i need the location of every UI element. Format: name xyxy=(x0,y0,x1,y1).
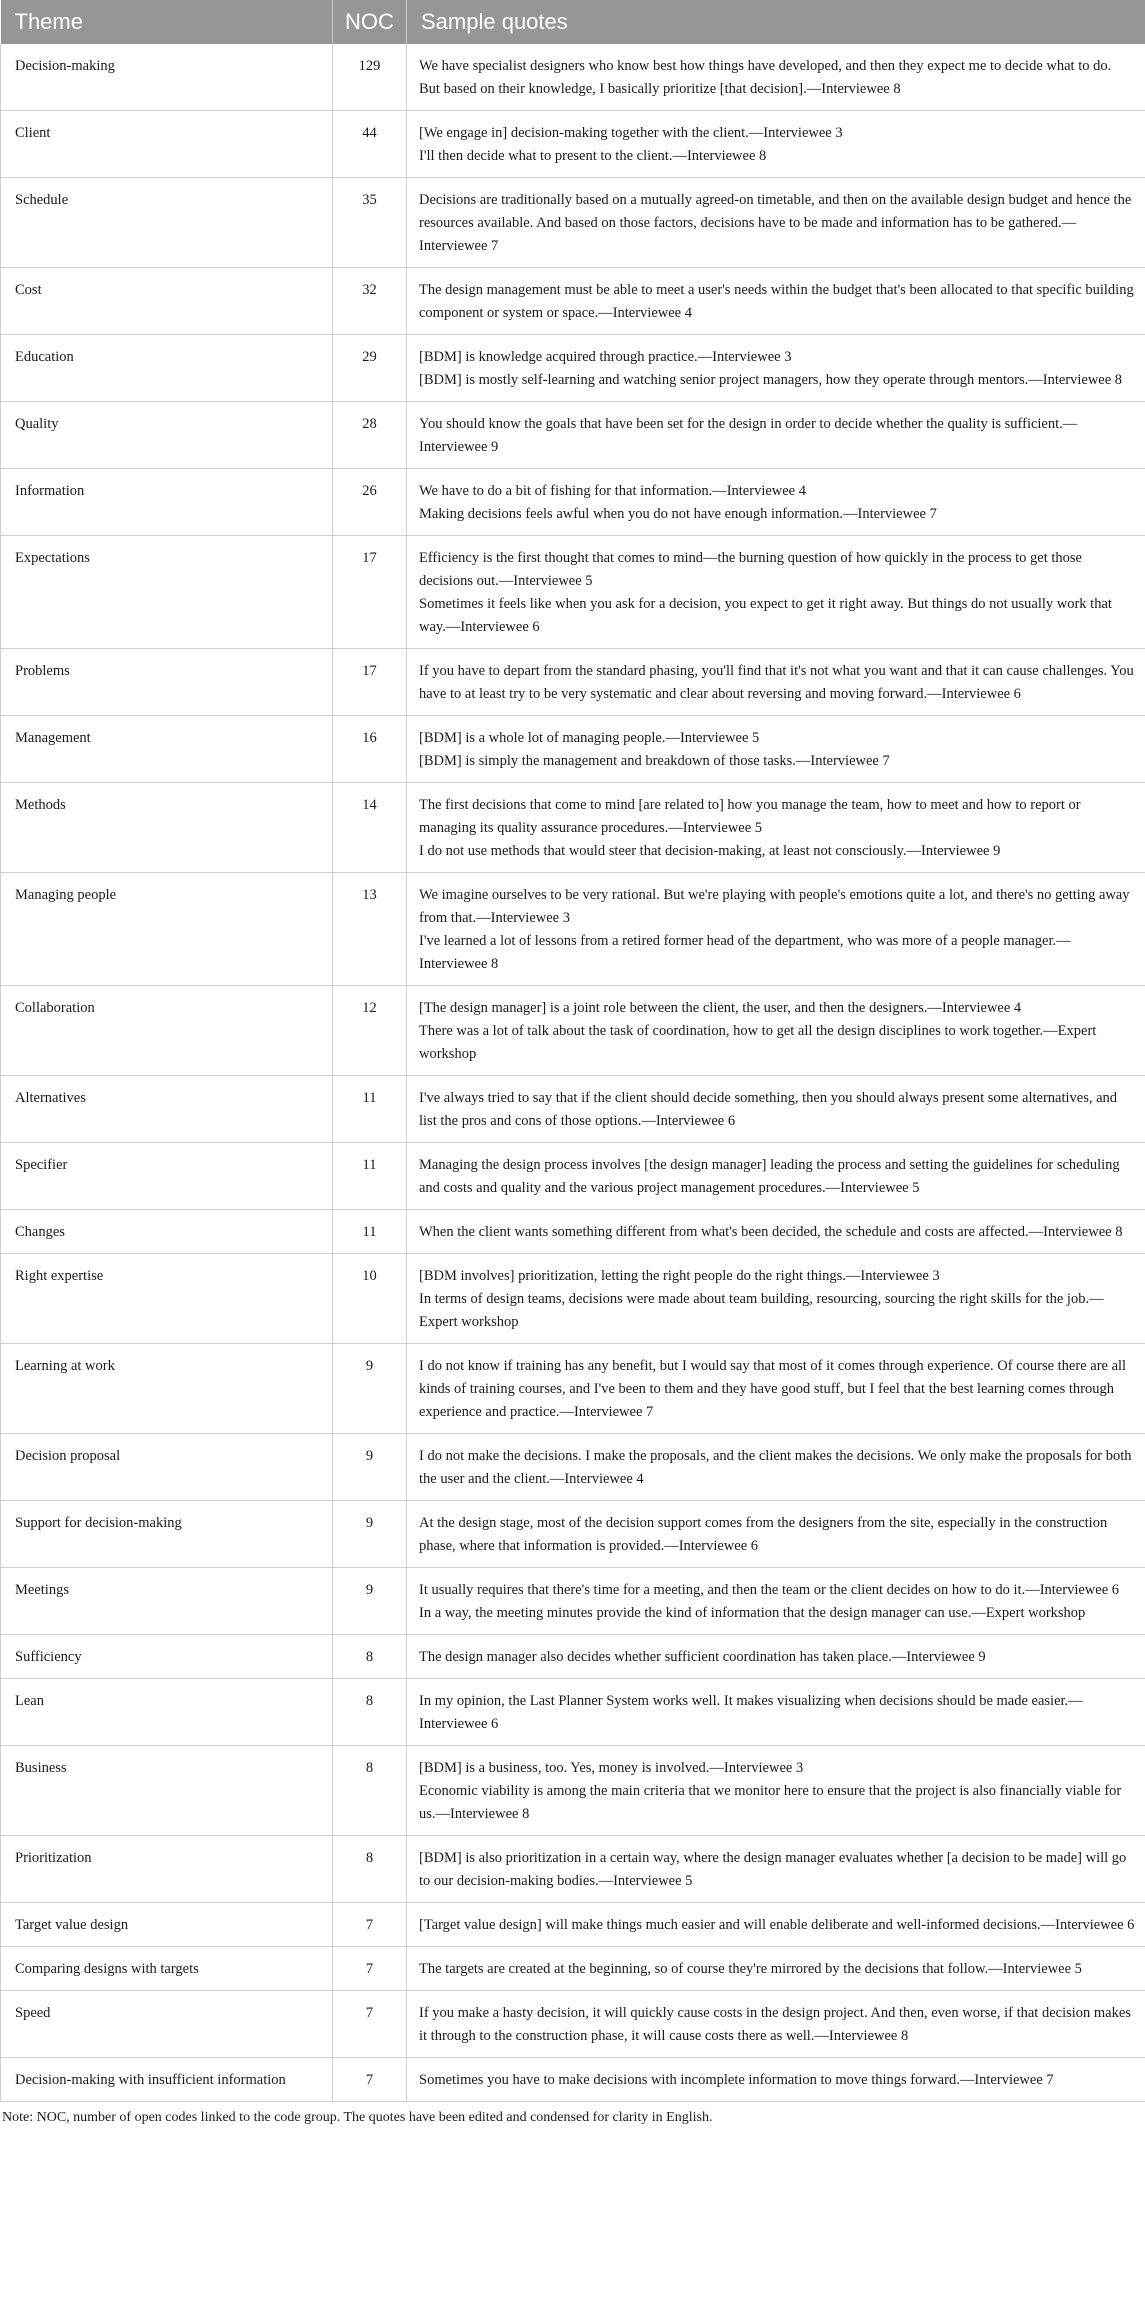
sample-quote: We have to do a bit of fishing for that information.—Interviewee 4 xyxy=(419,483,806,499)
table-row xyxy=(1,873,1145,986)
sample-quote: I do not make the decisions. I make the proposals, and the client makes the decisions. We only make the proposals for both the user and the client.—Interviewee 4 xyxy=(419,1448,1132,1487)
theme-cell: Speed xyxy=(1,1991,333,2058)
sample-quotes-cell xyxy=(407,536,1145,649)
sample-quote: [BDM] is also prioritization in a certain way, where the design manager evaluates whether [a decision to be made] will go to our decision-making bodies.—Interviewee 5 xyxy=(419,1850,1127,1889)
sample-quote: Making decisions feels awful when you do not have enough information.—Interviewee 7 xyxy=(419,506,937,522)
sample-quotes-cell xyxy=(407,178,1145,268)
table-row xyxy=(1,986,1145,1076)
sample-quote: There was a lot of talk about the task of coordination, how to get all the design disciplines to work together.—Expert workshop xyxy=(419,1023,1097,1062)
theme-cell: Management xyxy=(1,716,333,783)
table-row xyxy=(1,402,1145,469)
header-theme: Theme xyxy=(1,0,333,44)
sample-quotes-cell xyxy=(407,986,1145,1076)
table-body xyxy=(1,44,1145,2102)
theme-cell: Managing people xyxy=(1,873,333,986)
theme-cell: Lean xyxy=(1,1679,333,1746)
table-row xyxy=(1,1635,1145,1679)
sample-quotes-cell xyxy=(407,1635,1145,1679)
theme-cell: Decision-making with insufficient information xyxy=(1,2058,333,2102)
table-row xyxy=(1,335,1145,402)
sample-quote: You should know the goals that have been set for the design in order to decide whether the quality is sufficient.—Interviewee 9 xyxy=(419,416,1078,455)
sample-quotes-cell xyxy=(407,1344,1145,1434)
sample-quote: [Target value design] will make things much easier and will enable deliberate and well-informed decisions.—Interviewee 6 xyxy=(419,1917,1135,1933)
sample-quotes-cell xyxy=(407,783,1145,873)
sample-quote: [BDM] is a whole lot of managing people.—Interviewee 5 xyxy=(419,730,760,746)
table-row xyxy=(1,1344,1145,1434)
table-row xyxy=(1,1903,1145,1947)
sample-quote: The targets are created at the beginning, so of course they're mirrored by the decisions that follow.—Interviewee 5 xyxy=(419,1961,1082,1977)
sample-quote: The design management must be able to meet a user's needs within the budget that's been allocated to that specific building component or system or space.—Interviewee 4 xyxy=(419,282,1134,321)
sample-quote: It usually requires that there's time for a meeting, and then the team or the client decides on how to do it.—Interviewee 6 xyxy=(419,1582,1120,1598)
noc-cell: 7 xyxy=(333,1903,407,1947)
table-row xyxy=(1,649,1145,716)
sample-quote: Economic viability is among the main criteria that we monitor here to ensure that the project is also financially viable for us.—Interviewee 8 xyxy=(419,1783,1122,1822)
table-row xyxy=(1,1947,1145,1991)
sample-quote: Decisions are traditionally based on a mutually agreed-on timetable, and then on the available design budget and hence the resources available. And based on those factors, decisions have to be made and information has to be gathered.—Interviewee 7 xyxy=(419,192,1132,254)
sample-quote: If you make a hasty decision, it will quickly cause costs in the design project. And then, even worse, if that decision makes it through to the construction phase, it will cause costs there as well.—Interviewee 8 xyxy=(419,2005,1131,2044)
table-row xyxy=(1,1568,1145,1635)
table-row xyxy=(1,469,1145,536)
theme-cell: Learning at work xyxy=(1,1344,333,1434)
noc-cell: 7 xyxy=(333,2058,407,2102)
sample-quote: Sometimes it feels like when you ask for a decision, you expect to get it right away. But things do not usually work that way.—Interviewee 6 xyxy=(419,596,1112,635)
theme-cell: Decision proposal xyxy=(1,1434,333,1501)
theme-cell: Support for decision-making xyxy=(1,1501,333,1568)
theme-cell: Meetings xyxy=(1,1568,333,1635)
theme-cell: Sufficiency xyxy=(1,1635,333,1679)
table-row xyxy=(1,1076,1145,1143)
sample-quotes-cell xyxy=(407,1568,1145,1635)
noc-cell: 8 xyxy=(333,1746,407,1836)
theme-cell: Business xyxy=(1,1746,333,1836)
table-note: Note: NOC, number of open codes linked to the code group. The quotes have been edited and condensed for clarity in English. xyxy=(2,2110,713,2125)
theme-cell: Problems xyxy=(1,649,333,716)
table-row xyxy=(1,1991,1145,2058)
table-row xyxy=(1,178,1145,268)
sample-quotes-cell xyxy=(407,1254,1145,1344)
sample-quote: I've learned a lot of lessons from a retired former head of the department, who was more of a people manager.—Interviewee 8 xyxy=(419,933,1071,972)
sample-quote: [BDM] is knowledge acquired through practice.—Interviewee 3 xyxy=(419,349,792,365)
noc-cell: 7 xyxy=(333,1991,407,2058)
sample-quote: When the client wants something different from what's been decided, the schedule and costs are affected.—Interviewee 8 xyxy=(419,1224,1123,1240)
theme-cell: Methods xyxy=(1,783,333,873)
noc-cell: 7 xyxy=(333,1947,407,1991)
noc-cell: 8 xyxy=(333,1635,407,1679)
theme-cell: Target value design xyxy=(1,1903,333,1947)
sample-quote: I'll then decide what to present to the client.—Interviewee 8 xyxy=(419,148,767,164)
sample-quote: [The design manager] is a joint role between the client, the user, and then the designers.—Interviewee 4 xyxy=(419,1000,1022,1016)
noc-cell: 10 xyxy=(333,1254,407,1344)
table-row xyxy=(1,716,1145,783)
sample-quote: Efficiency is the first thought that comes to mind—the burning question of how quickly in the process to get those decisions out.—Interviewee 5 xyxy=(419,550,1082,589)
theme-cell: Right expertise xyxy=(1,1254,333,1344)
sample-quote: Sometimes you have to make decisions with incomplete information to move things forward.—Interviewee 7 xyxy=(419,2072,1054,2088)
sample-quotes-cell xyxy=(407,1836,1145,1903)
table-row xyxy=(1,1679,1145,1746)
table-row xyxy=(1,268,1145,335)
table-header-row xyxy=(1,0,1145,44)
theme-cell: Comparing designs with targets xyxy=(1,1947,333,1991)
table-row xyxy=(1,1836,1145,1903)
noc-cell: 44 xyxy=(333,111,407,178)
sample-quotes-cell xyxy=(407,44,1145,111)
sample-quotes-cell xyxy=(407,402,1145,469)
theme-cell: Education xyxy=(1,335,333,402)
table-row xyxy=(1,1210,1145,1254)
sample-quotes-cell xyxy=(407,1501,1145,1568)
sample-quote: I've always tried to say that if the client should decide something, then you should always present some alternatives, and list the pros and cons of those options.—Interviewee 6 xyxy=(419,1090,1118,1129)
noc-cell: 14 xyxy=(333,783,407,873)
table-row xyxy=(1,1434,1145,1501)
noc-cell: 9 xyxy=(333,1344,407,1434)
sample-quote: The design manager also decides whether sufficient coordination has taken place.—Interviewee 9 xyxy=(419,1649,986,1665)
sample-quote: [BDM] is mostly self-learning and watching senior project managers, how they operate through mentors.—Interviewee 8 xyxy=(419,372,1123,388)
sample-quotes-cell xyxy=(407,1076,1145,1143)
sample-quotes-cell xyxy=(407,873,1145,986)
noc-cell: 16 xyxy=(333,716,407,783)
sample-quotes-cell xyxy=(407,268,1145,335)
theme-cell: Decision-making xyxy=(1,44,333,111)
noc-cell: 28 xyxy=(333,402,407,469)
theme-cell: Expectations xyxy=(1,536,333,649)
sample-quotes-cell xyxy=(407,1434,1145,1501)
sample-quote: [BDM] is a business, too. Yes, money is involved.—Interviewee 3 xyxy=(419,1760,804,1776)
sample-quotes-cell xyxy=(407,1991,1145,2058)
noc-cell: 32 xyxy=(333,268,407,335)
noc-cell: 12 xyxy=(333,986,407,1076)
noc-cell: 17 xyxy=(333,536,407,649)
noc-cell: 13 xyxy=(333,873,407,986)
noc-cell: 17 xyxy=(333,649,407,716)
sample-quote: I do not use methods that would steer that decision-making, at least not consciously.—Interviewee 9 xyxy=(419,843,1001,859)
sample-quote: In a way, the meeting minutes provide the kind of information that the design manager can use.—Expert workshop xyxy=(419,1605,1086,1621)
noc-cell: 8 xyxy=(333,1836,407,1903)
sample-quotes-cell xyxy=(407,2058,1145,2102)
table-row xyxy=(1,1143,1145,1210)
noc-cell: 129 xyxy=(333,44,407,111)
theme-cell: Alternatives xyxy=(1,1076,333,1143)
table-row xyxy=(1,783,1145,873)
noc-cell: 11 xyxy=(333,1143,407,1210)
table-row xyxy=(1,111,1145,178)
sample-quotes-cell xyxy=(407,649,1145,716)
sample-quote: If you have to depart from the standard phasing, you'll find that it's not what you want and that it can cause challenges. You have to at least try to be very systematic and clear about reversing and moving forward.—Interviewee 6 xyxy=(419,663,1134,702)
noc-cell: 11 xyxy=(333,1076,407,1143)
sample-quote: We have specialist designers who know best how things have developed, and then they expect me to decide what to do. But based on their knowledge, I basically prioritize [that decision].—Interviewee 8 xyxy=(419,58,1112,97)
theme-cell: Prioritization xyxy=(1,1836,333,1903)
sample-quotes-cell xyxy=(407,469,1145,536)
sample-quote: At the design stage, most of the decision support comes from the designers from the site, especially in the construction phase, where that information is provided.—Interviewee 6 xyxy=(419,1515,1108,1554)
noc-cell: 9 xyxy=(333,1434,407,1501)
sample-quote: [BDM involves] prioritization, letting the right people do the right things.—Interviewee 3 xyxy=(419,1268,940,1284)
sample-quotes-cell xyxy=(407,1679,1145,1746)
theme-cell: Specifier xyxy=(1,1143,333,1210)
sample-quotes-cell xyxy=(407,1210,1145,1254)
theme-cell: Cost xyxy=(1,268,333,335)
table-row xyxy=(1,1501,1145,1568)
noc-cell: 29 xyxy=(333,335,407,402)
sample-quote: Managing the design process involves [the design manager] leading the process and setting the guidelines for scheduling and costs and quality and the various project management procedures.—Interviewee 5 xyxy=(419,1157,1120,1196)
theme-cell: Schedule xyxy=(1,178,333,268)
sample-quote: In terms of design teams, decisions were made about team building, resourcing, sourcing the right skills for the job.—Expert workshop xyxy=(419,1291,1104,1330)
sample-quote: I do not know if training has any benefit, but I would say that most of it comes through experience. Of course there are all kinds of training courses, and I've been to them and they have good stuff, but I feel that the best learning comes through experience and practice.—Interviewee 7 xyxy=(419,1358,1127,1420)
sample-quote: We imagine ourselves to be very rational. But we're playing with people's emotions quite a lot, and there's no getting away from that.—Interviewee 3 xyxy=(419,887,1130,926)
table-row xyxy=(1,2058,1145,2102)
theme-cell: Collaboration xyxy=(1,986,333,1076)
sample-quote: [BDM] is simply the management and breakdown of those tasks.—Interviewee 7 xyxy=(419,753,890,769)
theme-cell: Client xyxy=(1,111,333,178)
table-row xyxy=(1,536,1145,649)
theme-cell: Quality xyxy=(1,402,333,469)
noc-cell: 8 xyxy=(333,1679,407,1746)
noc-cell: 9 xyxy=(333,1568,407,1635)
sample-quote: In my opinion, the Last Planner System works well. It makes visualizing when decisions should be made easier.—Interviewee 6 xyxy=(419,1693,1083,1732)
header-noc: NOC xyxy=(333,0,407,44)
table-row xyxy=(1,44,1145,111)
sample-quotes-cell xyxy=(407,1903,1145,1947)
noc-cell: 11 xyxy=(333,1210,407,1254)
sample-quotes-cell xyxy=(407,1143,1145,1210)
table-row xyxy=(1,1746,1145,1836)
theme-cell: Changes xyxy=(1,1210,333,1254)
sample-quotes-cell xyxy=(407,111,1145,178)
sample-quotes-cell xyxy=(407,1947,1145,1991)
sample-quote: The first decisions that come to mind [are related to] how you manage the team, how to meet and how to report or managing its quality assurance procedures.—Interviewee 5 xyxy=(419,797,1081,836)
table-row xyxy=(1,1254,1145,1344)
noc-cell: 9 xyxy=(333,1501,407,1568)
noc-cell: 26 xyxy=(333,469,407,536)
sample-quotes-cell xyxy=(407,716,1145,783)
header-sample-quotes: Sample quotes xyxy=(407,0,1145,44)
noc-cell: 35 xyxy=(333,178,407,268)
sample-quotes-cell xyxy=(407,1746,1145,1836)
theme-cell: Information xyxy=(1,469,333,536)
sample-quote: [We engage in] decision-making together with the client.—Interviewee 3 xyxy=(419,125,843,141)
sample-quotes-cell xyxy=(407,335,1145,402)
